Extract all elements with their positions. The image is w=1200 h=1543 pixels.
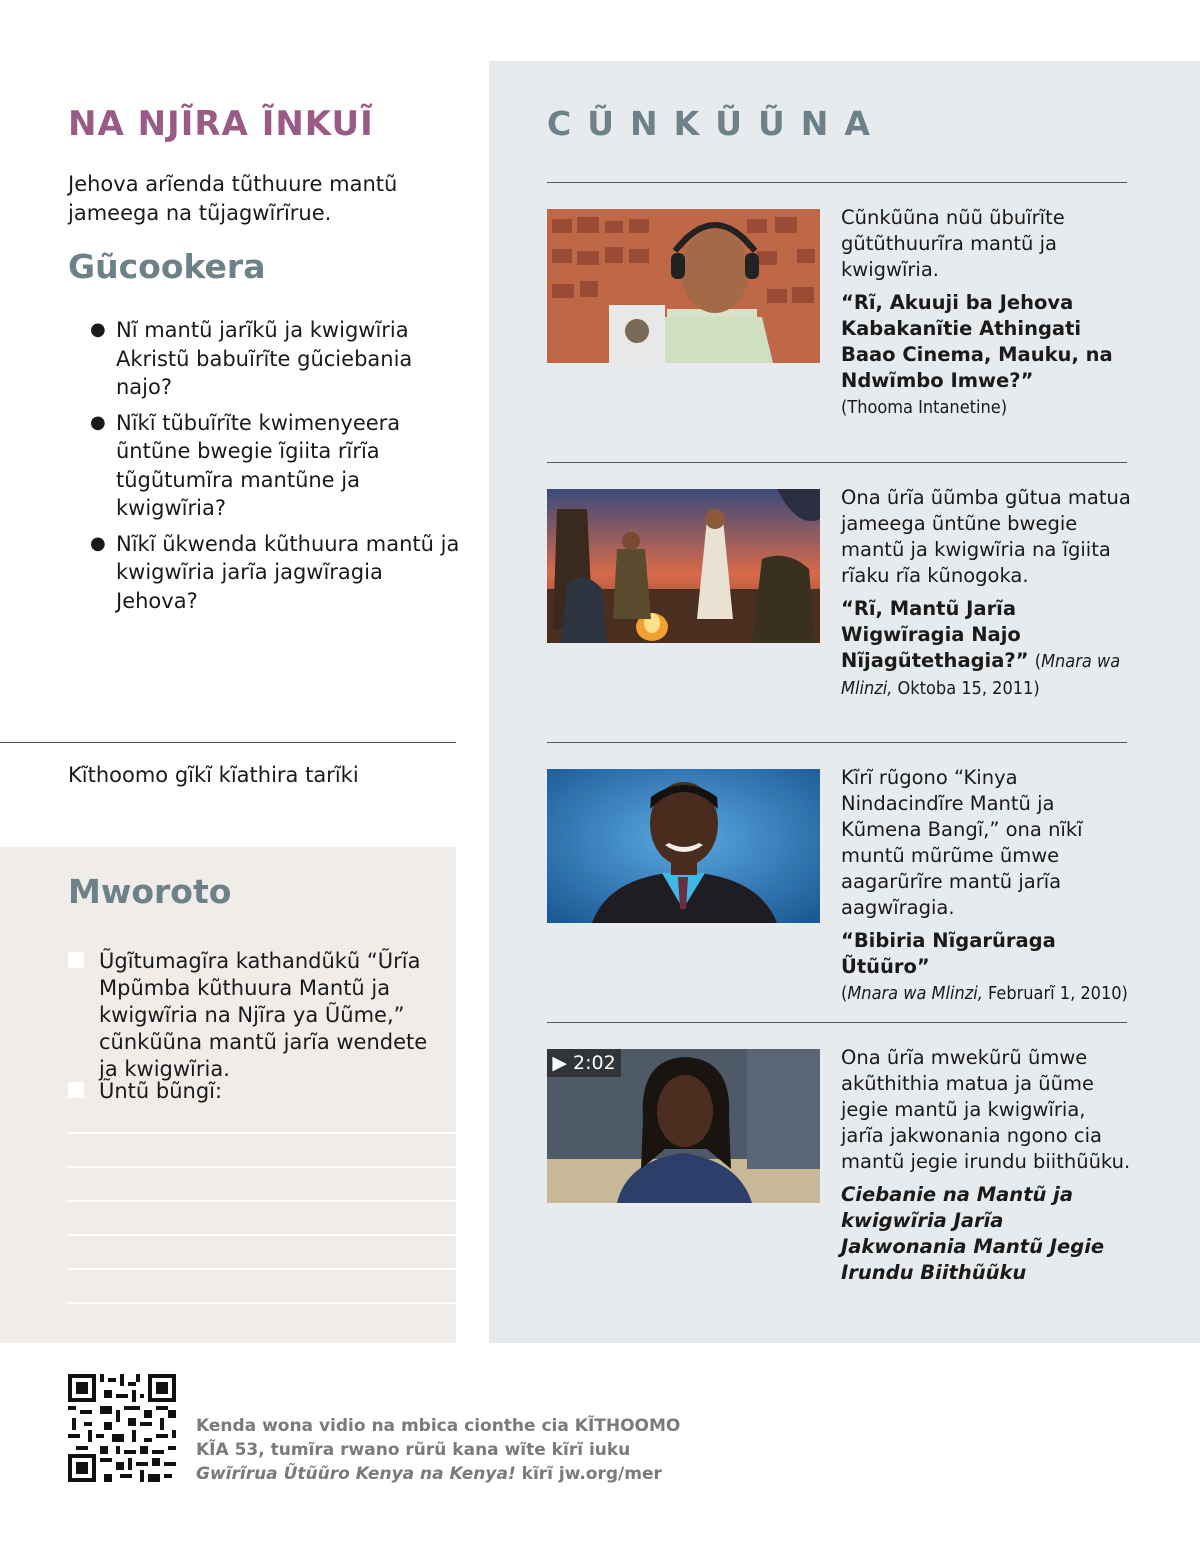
entry-description: Ona ũrĩa mwekũrũ ũmwe akũthithia matua ja ũũme jegie mantũ ja kwigwĩria, jarĩa jakwonania ngono cia mantũ jegie irundu biithũũku. [841, 1046, 1131, 1173]
divider [0, 742, 456, 743]
writing-line[interactable] [68, 1200, 456, 1202]
writing-line[interactable] [68, 1234, 456, 1236]
divider [547, 742, 1127, 743]
campfire-scene-image[interactable] [547, 489, 820, 643]
goal-checkbox[interactable] [68, 952, 84, 968]
writing-line[interactable] [68, 1166, 456, 1168]
teen-headphones-image[interactable] [547, 209, 820, 363]
article-link[interactable]: “Rĩ, Mantũ Jarĩa Wigwĩragia Najo Nĩjagũtethagia?” [841, 597, 1029, 672]
video-play-badge[interactable] [547, 1049, 621, 1077]
article-link[interactable]: “Bibiria Nĩgarũraga Ũtũũro” [841, 929, 1056, 978]
entry-description: Ona ũrĩa ũũmba gũtua matua jameega ũntũne bwegie mantũ ja kwigwĩria na ĩgiita rĩaku rĩa kũnogoka. [841, 486, 1131, 587]
writing-line[interactable] [68, 1132, 456, 1134]
divider [547, 462, 1127, 463]
review-question: ● Nĩ mantũ jarĩkũ ja kwigwĩria Akristũ babuĩrĩte gũciebania najo? [90, 318, 413, 399]
bullet-icon: ● [90, 532, 106, 554]
bullet-icon: ● [90, 411, 106, 433]
play-icon: ▶ [552, 1052, 567, 1074]
intro-text: Jehova arĩenda tũthuure mantũ jameega na tũjagwĩrĩrue. [68, 172, 398, 225]
goal-checklist-item: Ũgĩtumagĩra kathandũkũ “Ũrĩa Mpũmba kũthuura Mantũ ja kwigwĩria na Njĩra ya Ũũme,” cũnkũũna mantũ jarĩa wendete ja kwigwĩria. [68, 948, 448, 1083]
review-question: ● Nĩkĩ ũkwenda kũthuura mantũ ja kwigwĩria jarĩa jagwĩragia Jehova? [90, 531, 460, 613]
review-question-list [90, 316, 460, 622]
review-heading: Gũcookera [68, 247, 266, 286]
explore-entry-text [841, 1045, 1131, 1293]
completion-date-label: Kĩthoomo gĩkĩ kĩathira tarĩki [68, 763, 359, 787]
explore-entry-text [841, 205, 1131, 428]
article-source: (Mnara wa Mlinzi, Oktoba 15, 2011) [841, 651, 1121, 699]
writing-line[interactable] [68, 1268, 456, 1270]
footer-note: Kenda wona vidio na mbica cionthe cia KĨTHOOMO KĨA 53, tumĩra rwano rũrũ kana wĩte kĩrĩ iuku Gwĩrĩrua Ũtũũro Kenya na Kenya! kĩrĩ jw.org/mer [196, 1416, 681, 1484]
section-title: NA NJĨRA ĨNKUĨ [68, 104, 374, 144]
goal-checkbox[interactable] [68, 1082, 84, 1098]
smiling-man-image[interactable] [547, 769, 820, 923]
explore-entry-text [841, 485, 1131, 709]
goal-checklist-item: Ũntũ bũngĩ: [68, 1078, 448, 1105]
article-source: (Thooma Intanetine) [841, 397, 1008, 418]
explore-heading: CŨNKŨŨNA [547, 104, 886, 143]
goal-heading: Mworoto [68, 872, 232, 911]
divider [547, 1022, 1127, 1023]
explore-entry-text [841, 765, 1131, 1014]
video-link[interactable]: Ciebanie na Mantũ ja kwigwĩria Jarĩa Jakwonania Mantũ Jegie Irundu Biithũũku [841, 1183, 1105, 1284]
entry-description: Kĩrĩ rũgono “Kinya Nindacindĩre Mantũ ja Kũmena Bangĩ,” ona nĩkĩ muntũ mũrũme ũmwe aagarũrĩre mantũ jarĩa aagwĩragia. [841, 766, 1083, 919]
bullet-icon: ● [90, 319, 106, 340]
article-source: (Mnara wa Mlinzi, Februarĩ 1, 2010) [841, 983, 1128, 1004]
article-link[interactable]: “Rĩ, Akuuji ba Jehova Kabakanĩtie Athingati Baao Cinema, Mauku, na Ndwĩmbo Imwe?” [841, 291, 1113, 392]
qr-code[interactable] [68, 1374, 176, 1482]
writing-line[interactable] [68, 1302, 456, 1304]
video-duration: 2:02 [573, 1052, 616, 1074]
divider [547, 182, 1127, 183]
entry-description: Cũnkũũna nũũ ũbuĩrĩte gũtũthuurĩra mantũ ja kwigwĩria. [841, 206, 1065, 281]
review-question: ● Nĩkĩ tũbuĩrĩte kwimenyeera ũntũne bwegie ĩgiita rĩrĩa tũgũtumĩra mantũne ja kwigwĩria? [90, 410, 401, 520]
